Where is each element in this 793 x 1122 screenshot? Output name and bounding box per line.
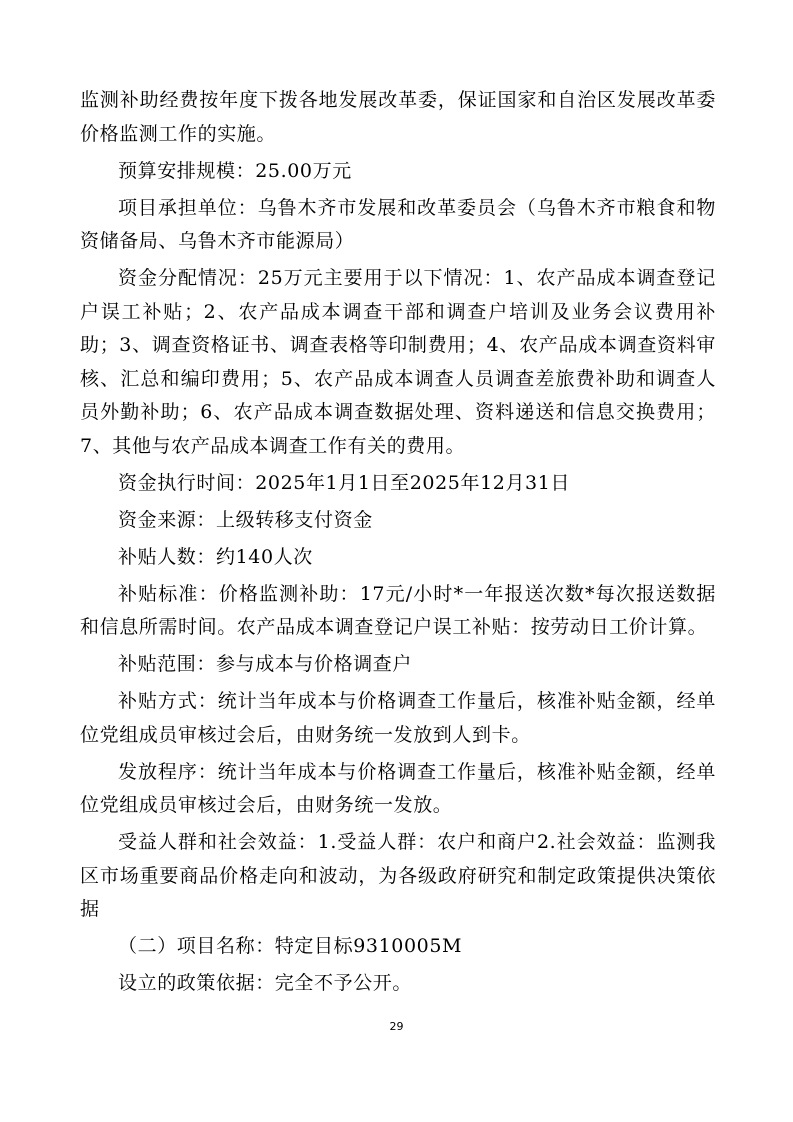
paragraph-distribution-procedure: 发放程序：统计当年成本与价格调查工作量后，核准补贴金额，经单位党组成员审核过会后，由财务统一发放。 — [80, 760, 716, 816]
paragraph-fund-source: 资金来源：上级转移支付资金 — [118, 508, 373, 531]
paragraph-subsidy-method: 补贴方式：统计当年成本与价格调查工作量后，核准补贴金额，经单位党组成员审核过会后，由财务统一发放到人到卡。 — [80, 690, 716, 746]
page-number: 29 — [389, 1020, 404, 1033]
paragraph-project-name: （二）项目名称：特定目标9310005M — [118, 935, 463, 957]
paragraph-monitoring-funds: 监测补助经费按年度下拨各地发展改革委，保证国家和自治区发展改革委价格监测工作的实施。 — [80, 89, 716, 145]
paragraph-policy-basis: 设立的政策依据：完全不予公开。 — [118, 972, 413, 994]
paragraph-subsidy-count: 补贴人数：约140人次 — [118, 545, 313, 568]
paragraph-subsidy-scope: 补贴范围：参与成本与价格调查户 — [118, 653, 413, 675]
document-body — [80, 84, 716, 1004]
paragraph-budget-scale: 预算安排规模：25.00万元 — [118, 159, 352, 182]
paragraph-subsidy-standard: 补贴标准：价格监测补助：17元/小时*一年报送次数*每次报送数据和信息所需时间。农产品成本调查登记户误工补贴：按劳动日工价计算。 — [80, 582, 716, 638]
paragraph-execution-time: 资金执行时间：2025年1月1日至2025年12月31日 — [118, 471, 571, 494]
paragraph-responsible-unit: 项目承担单位：乌鲁木齐市发展和改革委员会（乌鲁木齐市粮食和物资储备局、乌鲁木齐市能源局） — [80, 196, 716, 252]
paragraph-fund-allocation: 资金分配情况：25万元主要用于以下情况：1、农产品成本调查登记户误工补贴；2、农产品成本调查干部和调查户培训及业务会议费用补助；3、调查资格证书、调查表格等印制费用；4、农产品成本调查资料审核、汇总和编印费用；5、农产品成本调查人员调查差旅费补助和调查人员外勤补助；6、农产品成本调查数据处理、资料递送和信息交换费用；7、其他与农产品成本调查工作有关的费用。 — [80, 267, 716, 457]
paragraph-beneficiaries: 受益人群和社会效益：1.受益人群：农户和商户2.社会效益：监测我区市场重要商品价格走向和波动，为各级政府研究和制定政策提供决策依据 — [80, 831, 716, 920]
